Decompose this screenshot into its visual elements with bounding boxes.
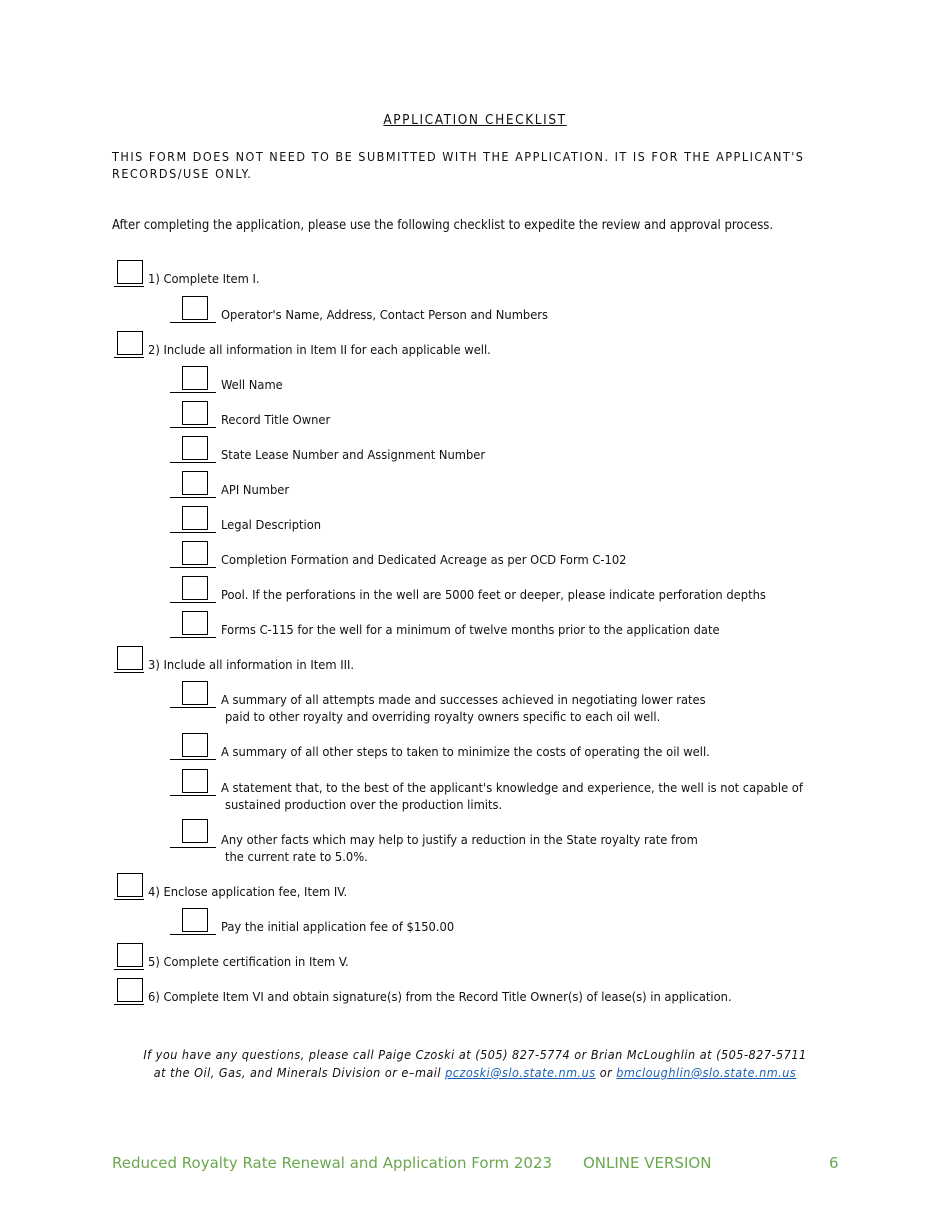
checkbox-underline	[170, 637, 216, 638]
item-3d-label-line1: Any other facts which may help to justify a reduction in the State royalty rate from	[221, 833, 698, 848]
checkbox-underline	[170, 567, 216, 568]
checkbox-underline	[170, 462, 216, 463]
checkbox-underline	[114, 672, 144, 673]
item-3a-label-line1: A summary of all attempts made and successes achieved in negotiating lower rates	[221, 693, 706, 708]
contact-info	[0, 1046, 950, 1082]
checkbox-underline	[170, 795, 216, 796]
item-2-label: 2) Include all information in Item II for each applicable well.	[148, 343, 491, 358]
item-4a-label: Pay the initial application fee of $150.00	[221, 920, 455, 935]
item-3b-label: A summary of all other steps to taken to minimize the costs of operating the oil well.	[221, 745, 710, 760]
checkbox-item-4[interactable]	[117, 873, 143, 897]
item-1-label: 1) Complete Item I.	[148, 272, 260, 287]
contact-or: or	[599, 1065, 613, 1080]
item-6-label: 6) Complete Item VI and obtain signature(s) from the Record Title Owner(s) of lease(s) in application.	[148, 990, 732, 1005]
checkbox-item-2a[interactable]	[182, 366, 208, 390]
contact-line-2-text: at the Oil, Gas, and Minerals Division or e–mail	[153, 1065, 442, 1080]
checkbox-underline	[170, 427, 216, 428]
checkbox-item-2g[interactable]	[182, 576, 208, 600]
checkbox-item-1a[interactable]	[182, 296, 208, 320]
records-notice: THIS FORM DOES NOT NEED TO BE SUBMITTED WITH THE APPLICATION. IT IS FOR THE APPLICANT'S RECORDS/USE ONLY.	[112, 149, 805, 181]
item-2e-label: Legal Description	[221, 518, 322, 533]
item-2d-label: API Number	[221, 483, 290, 498]
checkbox-item-3[interactable]	[117, 646, 143, 670]
footer-version: ONLINE VERSION	[583, 1154, 712, 1172]
checkbox-item-2[interactable]	[117, 331, 143, 355]
checkbox-underline	[114, 899, 144, 900]
item-1a-label: Operator's Name, Address, Contact Person and Numbers	[221, 308, 549, 323]
checkbox-underline	[170, 497, 216, 498]
checkbox-item-6[interactable]	[117, 978, 143, 1002]
item-5-label: 5) Complete certification in Item V.	[148, 955, 349, 970]
checkbox-item-2e[interactable]	[182, 506, 208, 530]
checkbox-underline	[170, 759, 216, 760]
checkbox-item-1[interactable]	[117, 260, 143, 284]
item-3c-label-line2: sustained production over the production limits.	[225, 798, 503, 813]
item-3a-label-line2: paid to other royalty and overriding royalty owners specific to each oil well.	[225, 710, 661, 725]
email-link-czoski[interactable]: pczoski@slo.state.nm.us	[445, 1065, 596, 1080]
checkbox-item-2c[interactable]	[182, 436, 208, 460]
item-2b-label: Record Title Owner	[221, 413, 331, 428]
item-3c-label-line1: A statement that, to the best of the applicant's knowledge and experience, the well is not capable of	[221, 781, 803, 796]
checkbox-item-4a[interactable]	[182, 908, 208, 932]
checkbox-underline	[114, 286, 144, 287]
item-3d-label-line2: the current rate to 5.0%.	[225, 850, 368, 865]
contact-line-1: If you have any questions, please call Paige Czoski at (505) 827-5774 or Brian McLoughlin at (505-827-5711	[143, 1047, 807, 1062]
item-4-label: 4) Enclose application fee, Item IV.	[148, 885, 348, 900]
item-2c-label: State Lease Number and Assignment Number	[221, 448, 486, 463]
checkbox-item-2f[interactable]	[182, 541, 208, 565]
checkbox-underline	[170, 707, 216, 708]
checkbox-underline	[114, 357, 144, 358]
checkbox-underline	[114, 1004, 144, 1005]
checkbox-underline	[170, 392, 216, 393]
item-2a-label: Well Name	[221, 378, 283, 393]
footer-page-number: 6	[829, 1154, 839, 1172]
checkbox-underline	[170, 322, 216, 323]
item-2f-label: Completion Formation and Dedicated Acreage as per OCD Form C-102	[221, 553, 627, 568]
checkbox-underline	[170, 847, 216, 848]
checkbox-item-2d[interactable]	[182, 471, 208, 495]
checkbox-item-2h[interactable]	[182, 611, 208, 635]
item-2h-label: Forms C-115 for the well for a minimum of twelve months prior to the application date	[221, 623, 720, 638]
item-3-label: 3) Include all information in Item III.	[148, 658, 355, 673]
checkbox-underline	[170, 532, 216, 533]
checkbox-item-3d[interactable]	[182, 819, 208, 843]
footer-form-name: Reduced Royalty Rate Renewal and Application Form 2023	[112, 1154, 553, 1172]
contact-line-2	[0, 1064, 950, 1082]
email-link-mcloughlin[interactable]: bmcloughlin@slo.state.nm.us	[616, 1065, 797, 1080]
checkbox-item-3a[interactable]	[182, 681, 208, 705]
item-2g-label: Pool. If the perforations in the well are 5000 feet or deeper, please indicate perforation depths	[221, 588, 766, 603]
checkbox-underline	[114, 969, 144, 970]
checkbox-item-3b[interactable]	[182, 733, 208, 757]
checkbox-underline	[170, 934, 216, 935]
checkbox-underline	[170, 602, 216, 603]
page-title: APPLICATION CHECKLIST	[383, 112, 567, 128]
checkbox-item-3c[interactable]	[182, 769, 208, 793]
intro-text: After completing the application, please use the following checklist to expedite the review and approval process.	[112, 218, 774, 233]
checkbox-item-5[interactable]	[117, 943, 143, 967]
checkbox-item-2b[interactable]	[182, 401, 208, 425]
